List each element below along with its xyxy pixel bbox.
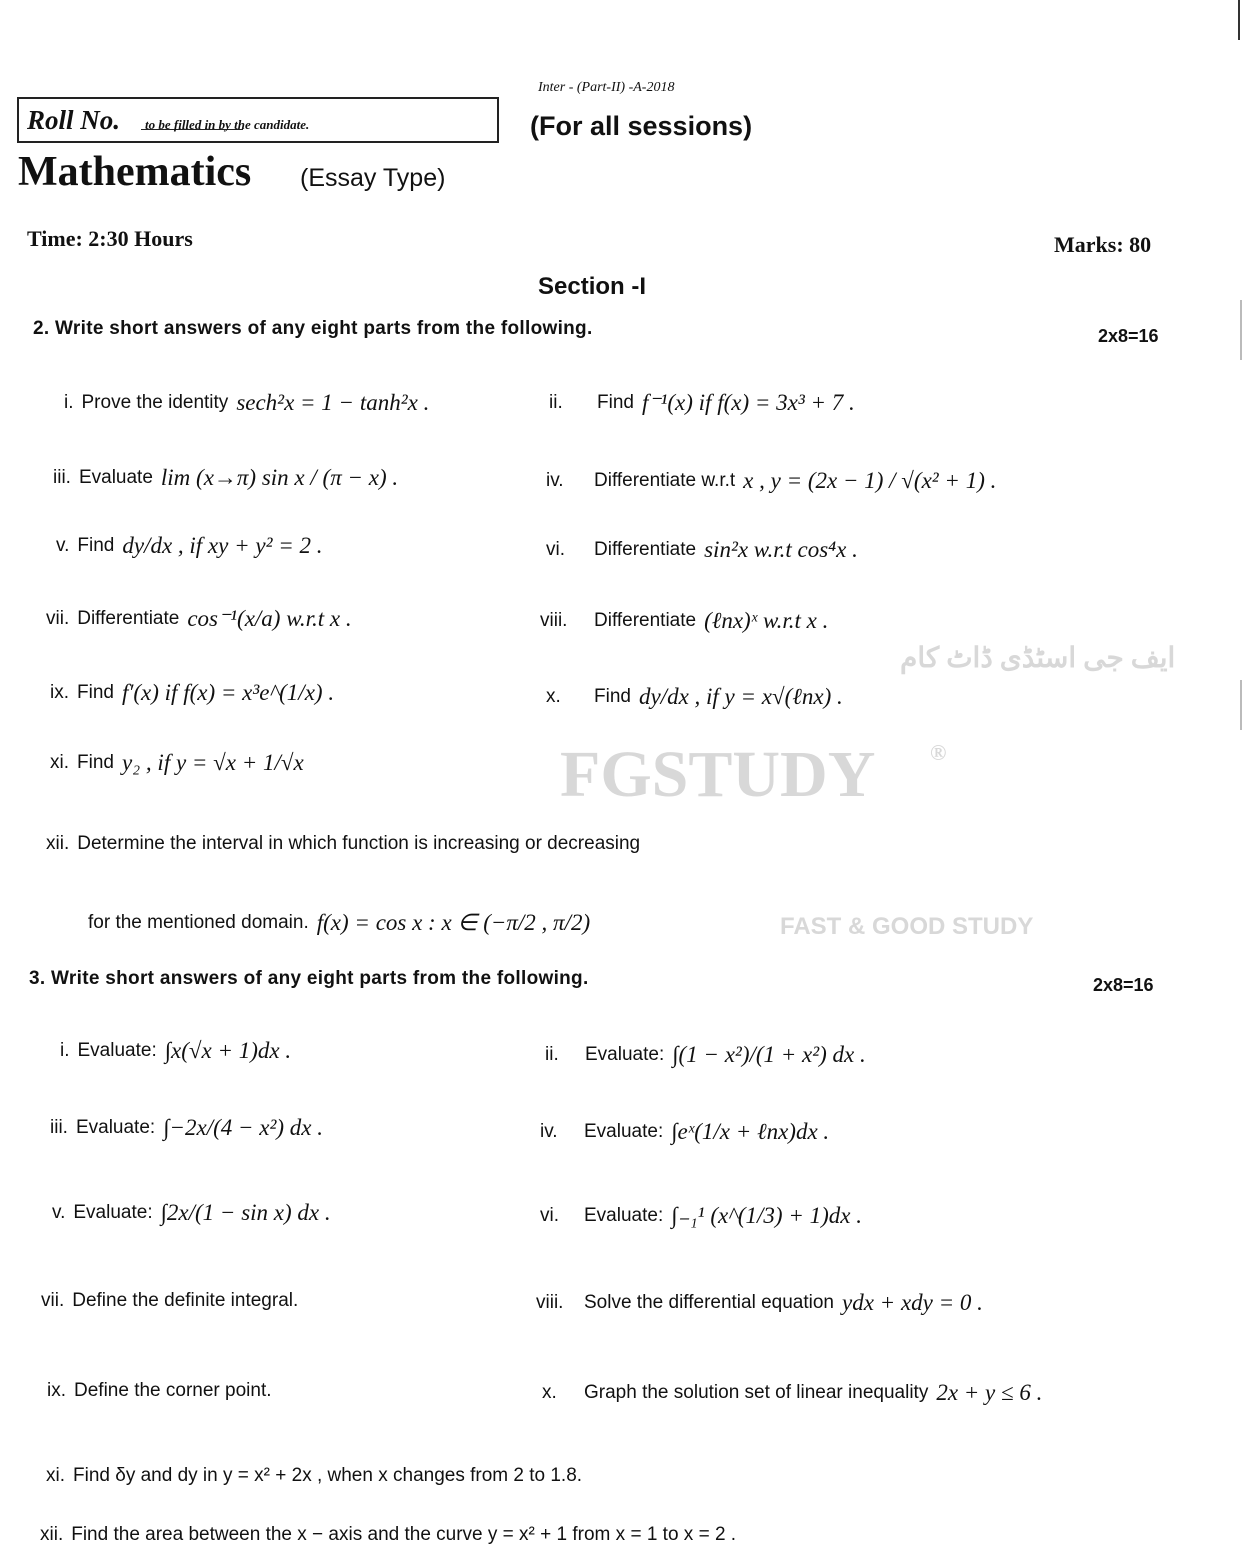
scan-edge-mark (1238, 0, 1240, 40)
item-math: (ℓnx)ˣ w.r.t x . (704, 608, 829, 633)
item-number: vi. (540, 1205, 559, 1226)
scan-edge-mark (1240, 680, 1242, 730)
item-math: dy/dx , if xy + y² = 2 . (122, 533, 323, 558)
q2-item-ix (50, 680, 334, 706)
item-text: Determine the interval in which function is increasing or decreasing (77, 833, 641, 854)
roll-label: Roll No. (27, 105, 121, 135)
item-number: ix. (50, 682, 69, 703)
item-text: Differentiate w.r.t (594, 470, 736, 491)
item-number: vi. (546, 539, 565, 560)
roll-note: to be filled in by the candidate. (145, 117, 310, 132)
time-label: Time: 2:30 Hours (27, 226, 193, 251)
q2-item-xii (46, 833, 648, 855)
q3-item-vii (41, 1290, 306, 1312)
roll-number-box (17, 97, 499, 143)
watermark-brand: FGSTUDY (560, 738, 876, 811)
item-text: for the mentioned domain. (88, 912, 309, 933)
q2-item-vi (546, 537, 858, 563)
item-number: xii. (40, 1524, 64, 1545)
item-math: ∫x(√x + 1)dx . (164, 1038, 292, 1063)
item-text: Find (597, 392, 634, 413)
watermark-tagline: FAST & GOOD STUDY (780, 913, 1034, 940)
q3-item-x (542, 1380, 1042, 1406)
item-text: Graph the solution set of linear inequality (584, 1382, 929, 1403)
item-text: Define the definite integral. (72, 1290, 299, 1311)
q2-marks: 2x8=16 (1098, 326, 1159, 346)
q2-item-xi (50, 750, 304, 776)
q3-item-xi (46, 1465, 590, 1487)
q3-heading (29, 968, 589, 990)
item-math: x , y = (2x − 1) / √(x² + 1) . (743, 468, 997, 493)
item-text: Find δy and dy in y = x² + 2x , when x changes from 2 to 1.8. (73, 1465, 583, 1486)
item-number: i. (60, 1040, 70, 1061)
q3-number: 3. (29, 968, 46, 989)
item-math: f′(x) if f(x) = x³e^(1/x) . (121, 680, 335, 705)
item-text: Find (77, 535, 115, 556)
paper-type: (Essay Type) (300, 164, 446, 192)
item-number: i. (64, 392, 74, 413)
sessions-label: (For all sessions) (530, 111, 753, 141)
item-math: f(x) = cos x : x ∈ (−π/2 , π/2) (316, 910, 591, 935)
item-text: Evaluate: (584, 1121, 664, 1142)
item-text: Differentiate (594, 539, 697, 560)
item-number: v. (52, 1202, 66, 1223)
item-text: Find (77, 752, 114, 773)
item-math: dy/dx , if y = x√(ℓnx) . (638, 684, 843, 709)
item-text: Differentiate (77, 608, 180, 629)
item-number: x. (542, 1382, 557, 1403)
item-math: ∫₋₁¹ (x^(1/3) + 1)dx . (671, 1203, 862, 1228)
q3-item-iii (50, 1115, 323, 1141)
item-text: Find (594, 686, 631, 707)
item-number: ii. (545, 1044, 559, 1065)
q2-item-i (64, 390, 429, 416)
item-text: Define the corner point. (74, 1380, 272, 1401)
q3-item-viii (536, 1290, 983, 1316)
item-number: viii. (536, 1292, 564, 1313)
item-text: Evaluate: (73, 1202, 153, 1223)
item-number: x. (546, 686, 561, 707)
q2-item-viii (540, 608, 828, 634)
q3-item-ix (47, 1380, 280, 1402)
item-number: xii. (46, 833, 70, 854)
q3-item-xii (40, 1524, 744, 1546)
item-number: xi. (46, 1465, 65, 1486)
q2-heading (33, 318, 593, 340)
q3-instruction: Write short answers of any eight parts from the following. (51, 968, 589, 989)
q2-item-iv (546, 468, 996, 494)
q2-item-iii (53, 465, 398, 491)
item-math: ∫−2x/(4 − x²) dx . (163, 1115, 324, 1140)
item-math: y₂ , if y = √x + 1/√x (121, 750, 304, 775)
watermark-registered: ® (930, 740, 947, 765)
q3-item-v (52, 1200, 331, 1226)
item-number: v. (56, 535, 70, 556)
item-number: viii. (540, 610, 568, 631)
item-math: 2x + y ≤ 6 . (936, 1380, 1043, 1405)
q3-item-iv (540, 1119, 829, 1145)
q2-item-ii (549, 390, 855, 416)
item-text: Evaluate (78, 467, 153, 488)
q3-marks: 2x8=16 (1093, 975, 1154, 995)
q3-item-ii (545, 1042, 866, 1068)
item-text: Differentiate (594, 610, 697, 631)
item-text: Find the area between the x − axis and the curve y = x² + 1 from x = 1 to x = 2 . (71, 1524, 737, 1545)
item-text: Solve the differential equation (584, 1292, 834, 1313)
q3-item-vi (540, 1203, 862, 1229)
item-text: Prove the identity (81, 392, 229, 413)
subject-title: Mathematics (18, 149, 252, 195)
item-number: ix. (47, 1380, 66, 1401)
item-text: Find (77, 682, 114, 703)
item-math: ∫eˣ(1/x + ℓnx)dx . (671, 1119, 830, 1144)
item-math: cos⁻¹(x/a) w.r.t x . (187, 606, 352, 631)
q2-item-x (546, 684, 843, 710)
paper-code: Inter - (Part-II) -A-2018 (538, 80, 675, 95)
item-math: lim (x→π) sin x / (π − x) . (160, 465, 399, 490)
item-math: ydx + xdy = 0 . (842, 1290, 983, 1315)
item-math: sech²x = 1 − tanh²x . (236, 390, 430, 415)
item-number: iv. (546, 470, 564, 491)
q2-item-xii-cont (80, 910, 590, 936)
item-math: ∫(1 − x²)/(1 + x²) dx . (672, 1042, 866, 1067)
watermark-arabic: ایف جی اسٹڈی ڈاٹ کام (900, 643, 1176, 674)
item-text: Evaluate: (77, 1040, 157, 1061)
item-number: vii. (41, 1290, 65, 1311)
q2-item-v (56, 533, 323, 559)
item-text: Evaluate: (75, 1117, 156, 1138)
item-number: vii. (46, 608, 70, 629)
item-math: f⁻¹(x) if f(x) = 3x³ + 7 . (641, 390, 855, 415)
item-math: sin²x w.r.t cos⁴x . (704, 537, 858, 562)
item-number: iv. (540, 1121, 558, 1142)
item-number: iii. (53, 467, 71, 488)
item-text: Evaluate: (585, 1044, 665, 1065)
item-number: ii. (549, 392, 563, 413)
q2-number: 2. (33, 318, 50, 339)
q2-instruction: Write short answers of any eight parts from the following. (55, 318, 593, 339)
item-text: Evaluate: (584, 1205, 664, 1226)
marks-label: Marks: 80 (1054, 232, 1152, 257)
scan-edge-mark (1240, 300, 1242, 360)
section-heading: Section -I (538, 273, 647, 300)
q3-item-i (60, 1038, 291, 1064)
q2-item-vii (46, 606, 352, 632)
item-math: ∫2x/(1 − sin x) dx . (160, 1200, 331, 1225)
item-number: iii. (50, 1117, 68, 1138)
item-number: xi. (50, 752, 69, 773)
